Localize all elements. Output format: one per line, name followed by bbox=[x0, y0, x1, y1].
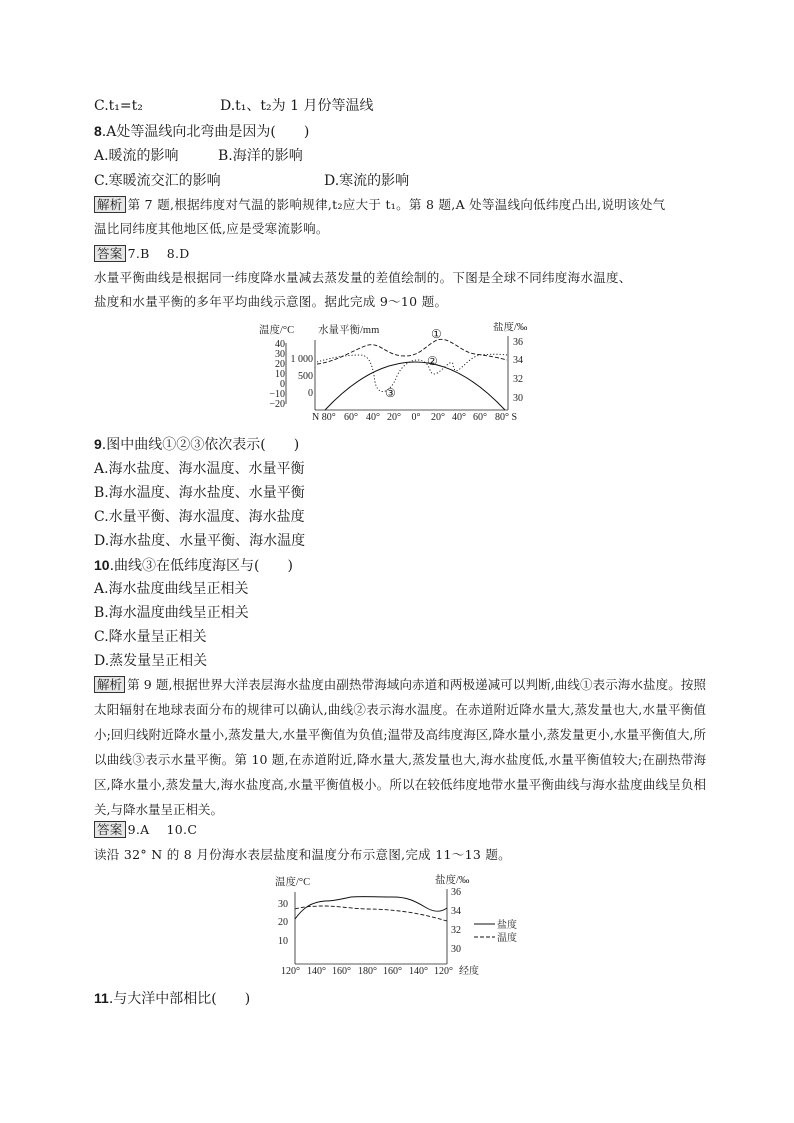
q10-stem-text: .曲线③在低纬度海区与( ) bbox=[109, 558, 293, 574]
water-tick-500: 500 bbox=[298, 371, 313, 382]
c2-sal-tick-34: 34 bbox=[451, 906, 461, 917]
c2-x-tick-5: 160° bbox=[383, 966, 402, 976]
c2-x-tick-3: 160° bbox=[332, 966, 351, 976]
c2-temp-tick-30: 30 bbox=[278, 899, 288, 910]
answer-7-8-text: 7.B 8.D bbox=[127, 246, 190, 261]
chart1-salinity-ticks bbox=[513, 337, 523, 404]
c2-x-tick-7: 120° bbox=[434, 966, 453, 976]
chart1-water-ticks bbox=[291, 354, 314, 399]
chart2-ylabel-temp: 温度/°C bbox=[275, 877, 311, 888]
q11-number: 11 bbox=[94, 990, 109, 1006]
analysis-tag-2: 解析 bbox=[94, 676, 125, 693]
q8-number: 8 bbox=[94, 123, 102, 139]
analysis-9-10-text: 第 9 题,根据世界大洋表层海水盐度由副热带海域向赤道和两极递减可以判断,曲线①表示海水盐度。按照太阳辐射在地球表面分布的规律可以确认,曲线②表示海水温度。在赤道附近降水量大,蒸发量也大,水量平衡值小;回归线附近降水量小,蒸发量大,水量平衡值为负值;温带及高纬度海区,降水量小,蒸发量更小,水量平衡值大,所以曲线③表示水量平衡。第 10 题,在赤道附近,降水量大,蒸发量也大,海水盐度低,水量平衡值较大;在副热带海区,降水量小,蒸发量大,海水盐度高,水量平衡值极小。所以在较低纬度地带水量平衡曲线与海水盐度曲线呈负相关,与降水量呈正相关。 bbox=[94, 677, 706, 817]
temp-tick-0: 0 bbox=[280, 379, 285, 390]
q10-number: 10 bbox=[94, 557, 110, 573]
chart1-temp-ticks bbox=[269, 339, 286, 410]
sal-tick-34: 34 bbox=[513, 355, 523, 366]
q8-stem-text: .A处等温线向北弯曲是因为( ) bbox=[101, 124, 310, 140]
q9-option-a: A.海水盐度、海水温度、水量平衡 bbox=[94, 461, 305, 477]
x-tick-s40: 40° bbox=[452, 412, 466, 422]
latitude-profile-chart bbox=[255, 322, 540, 422]
intro-9-10-line2: 盐度和水量平衡的多年平均曲线示意图。据此完成 9～10 题。 bbox=[94, 294, 448, 309]
c2-sal-tick-32: 32 bbox=[451, 925, 461, 936]
x-tick-n60: 60° bbox=[344, 412, 358, 422]
intro-11-13: 读沿 32° N 的 8 月份海水表层盐度和温度分布示意图,完成 11～13 题。 bbox=[94, 847, 511, 862]
analysis-7-8-line2: 温比同纬度其他地区低,应是受寒流影响。 bbox=[94, 221, 329, 236]
q11-stem-text: .与大洋中部相比( ) bbox=[108, 991, 251, 1007]
chart1-x-ticks bbox=[312, 412, 517, 422]
chart2-salinity-ticks bbox=[451, 887, 461, 955]
q8-option-d: D.寒流的影响 bbox=[324, 173, 410, 189]
c2-x-tick-2: 140° bbox=[307, 966, 326, 976]
q7-option-c: C.t₁=t₂ bbox=[94, 98, 143, 114]
temp-tick-m10: −10 bbox=[269, 389, 285, 400]
q8-option-b: B.海洋的影响 bbox=[218, 148, 303, 164]
chart2-curve-salinity bbox=[295, 897, 447, 919]
x-tick-s20: 20° bbox=[431, 412, 445, 422]
q10-option-b: B.海水温度曲线呈正相关 bbox=[94, 605, 249, 621]
temp-tick-20: 20 bbox=[275, 359, 285, 370]
x-tick-n40: 40° bbox=[366, 412, 380, 422]
chart1-label-1: ① bbox=[431, 327, 442, 341]
chart2-legend bbox=[474, 918, 517, 944]
q11-stem bbox=[94, 988, 250, 1009]
answer-9-10-text: 9.A 10.C bbox=[127, 822, 198, 837]
sal-tick-36: 36 bbox=[513, 337, 523, 348]
intro-9-10-line1: 水量平衡曲线是根据同一纬度降水量减去蒸发量的差值绘制的。下图是全球不同纬度海水温度、 bbox=[94, 270, 632, 285]
temp-tick-10: 10 bbox=[275, 369, 285, 380]
temp-tick-30: 30 bbox=[275, 349, 285, 360]
c2-sal-tick-30: 30 bbox=[451, 944, 461, 955]
q8-option-c: C.寒暖流交汇的影响 bbox=[94, 173, 221, 189]
c2-x-tick-1: 120° bbox=[281, 966, 300, 976]
q9-stem-text: .图中曲线①②③依次表示( ) bbox=[101, 437, 300, 453]
c2-x-tick-4: 180° bbox=[358, 966, 377, 976]
analysis-9-10 bbox=[94, 672, 706, 822]
answer-tag-2: 答案 bbox=[94, 821, 126, 838]
analysis-7-8-text1: 第 7 题,根据纬度对气温的影响规律,t₂应大于 t₁。第 8 题,A 处等温线向低纬度凸出,说明该处气 bbox=[127, 197, 666, 212]
answer-7-8 bbox=[94, 244, 190, 264]
answer-tag: 答案 bbox=[94, 245, 126, 262]
temp-tick-40: 40 bbox=[275, 339, 285, 350]
x-tick-n80: N 80° bbox=[312, 412, 336, 422]
q8-stem bbox=[94, 121, 309, 142]
x-tick-0: 0° bbox=[411, 412, 421, 422]
c2-x-unit: 经度 bbox=[459, 966, 479, 976]
c2-sal-tick-36: 36 bbox=[451, 887, 461, 898]
chart1-ylabel-salinity: 盐度/‰ bbox=[493, 322, 528, 333]
salinity-temp-32n-chart bbox=[275, 872, 525, 976]
c2-temp-tick-20: 20 bbox=[278, 917, 288, 928]
chart1-label-3: ③ bbox=[385, 386, 396, 400]
water-tick-0: 0 bbox=[308, 388, 313, 399]
chart2-x-ticks bbox=[281, 964, 479, 976]
water-tick-1000: 1 000 bbox=[290, 354, 313, 365]
chart2-ylabel-salinity: 盐度/‰ bbox=[435, 875, 470, 886]
q9-option-c: C.水量平衡、海水温度、海水盐度 bbox=[94, 509, 305, 525]
c2-temp-tick-10: 10 bbox=[278, 936, 288, 947]
sal-tick-30: 30 bbox=[513, 393, 523, 404]
q10-option-a: A.海水盐度曲线呈正相关 bbox=[94, 581, 249, 597]
sal-tick-32: 32 bbox=[513, 374, 523, 385]
chart1-ylabel-temp: 温度/°C bbox=[259, 325, 295, 336]
chart1-label-2: ② bbox=[427, 354, 438, 368]
c2-x-tick-6: 140° bbox=[409, 966, 428, 976]
temp-tick-m20: −20 bbox=[269, 399, 285, 410]
chart1-ylabel-water: 水量平衡/mm bbox=[318, 325, 380, 336]
chart1-curve-temperature bbox=[325, 362, 505, 410]
q7-option-d: D.t₁、t₂为 1 月份等温线 bbox=[220, 98, 374, 114]
q9-number: 9 bbox=[94, 436, 102, 452]
legend-temp-label: 温度 bbox=[497, 933, 517, 944]
q9-option-b: B.海水温度、海水盐度、水量平衡 bbox=[94, 485, 305, 501]
x-tick-s80: 80° S bbox=[495, 412, 518, 422]
chart1-curve-salinity bbox=[317, 339, 507, 364]
q9-option-d: D.海水盐度、水量平衡、海水温度 bbox=[94, 533, 306, 549]
q8-options-ab bbox=[94, 146, 303, 166]
legend-salinity-label: 盐度 bbox=[497, 920, 517, 931]
chart2-curve-temperature bbox=[295, 906, 447, 921]
x-tick-s60: 60° bbox=[473, 412, 487, 422]
analysis-tag: 解析 bbox=[94, 196, 126, 213]
chart2-temp-ticks bbox=[278, 899, 288, 947]
analysis-7-8-line1 bbox=[94, 195, 665, 215]
x-tick-n20: 20° bbox=[387, 412, 401, 422]
q8-options-cd bbox=[94, 171, 410, 191]
answer-9-10 bbox=[94, 820, 197, 840]
q9-stem bbox=[94, 434, 299, 455]
q8-option-a: A.暖流的影响 bbox=[94, 148, 179, 164]
q10-option-c: C.降水量呈正相关 bbox=[94, 629, 207, 645]
q10-stem bbox=[94, 555, 293, 576]
q10-option-d: D.蒸发量呈正相关 bbox=[94, 653, 208, 669]
q7-options bbox=[94, 96, 374, 116]
